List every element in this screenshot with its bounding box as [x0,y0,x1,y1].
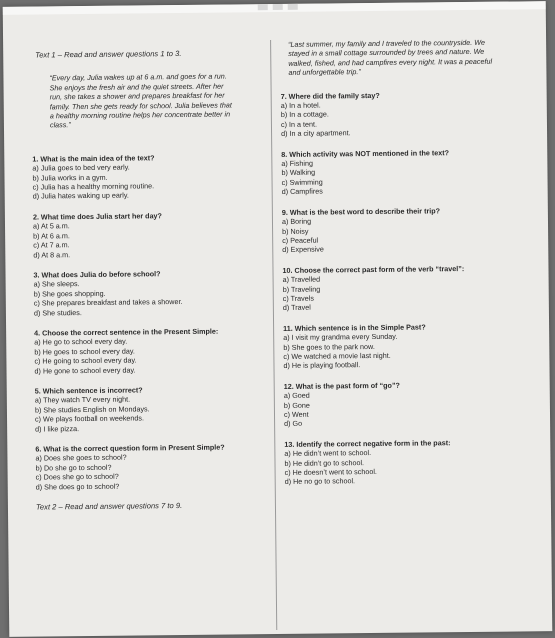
question-block [281,147,526,197]
answer-option[interactable]: b) She goes to the park now. [283,341,375,352]
answer-option[interactable]: c) She prepares breakfast and takes a shower. [33,297,183,308]
question-text: 10. Choose the correct past form of the verb “travel”: [282,263,465,275]
question-text: 9. What is the best word to describe their trip? [281,205,441,217]
answer-option[interactable]: b) Julia works in a gym. [32,172,108,183]
answer-option[interactable]: d) He is playing football. [283,360,361,371]
question-text: 7. Where did the family stay? [280,90,380,101]
question-block [283,321,528,371]
answer-option[interactable]: b) Walking [281,168,316,178]
answer-option[interactable]: d) Julia hates waking up early. [32,191,129,202]
question-text: 3. What does Julia do before school? [33,269,161,280]
answer-option[interactable]: c) We plays football on weekends. [34,413,145,424]
answer-option[interactable]: b) Gone [283,400,310,410]
question-block [35,442,265,491]
answer-option[interactable]: a) In a hotel. [280,100,321,110]
question-block [35,384,265,433]
answer-option[interactable]: d) Go [284,419,303,429]
answer-option[interactable]: c) He going to school every day. [34,355,137,366]
text1-passage: “Every day, Julia wakes up at 6 a.m. and goes for a run. She enjoys the fresh air and the quiet streets. After her run, she takes a shower and prepares breakfast for her family. Then she gets ready for school. Julia believes that a healthy morning routine helps her concentrate better in class.” [49,71,232,130]
answer-option[interactable]: c) Travels [282,293,314,303]
answer-option[interactable]: a) Julia goes to bed very early. [32,162,130,173]
answer-option[interactable]: c) We watched a movie last night. [283,350,391,361]
answer-option[interactable]: d) Campfires [281,186,323,197]
worksheet-page [3,1,553,637]
page-top-edge [3,1,546,15]
answer-option[interactable]: b) In a cottage. [280,109,329,120]
answer-option[interactable]: d) She does go to school? [35,481,120,492]
answer-option[interactable]: a) Goed [283,390,310,401]
answer-option[interactable]: b) He goes to school every day. [34,346,135,357]
printer-mark [273,4,283,10]
right-questions [281,89,530,487]
answer-option[interactable]: b) He didn’t go to school. [284,457,365,468]
answer-option[interactable]: b) Noisy [282,226,309,236]
question-text: 13. Identify the correct negative form in the past: [284,438,451,449]
answer-option[interactable]: d) He gone to school every day. [34,365,136,376]
question-block [281,89,526,139]
answer-option[interactable]: a) He go to school every day. [34,336,128,347]
answer-option[interactable]: c) At 7 a.m. [33,240,70,250]
question-block [284,437,529,487]
question-block [282,263,527,313]
answer-option[interactable]: d) He no go to school. [284,476,356,487]
answer-option[interactable]: c) Went [283,409,309,419]
answer-option[interactable]: d) Expensive [282,244,324,255]
answer-option[interactable]: b) She goes shopping. [33,288,106,299]
answer-option[interactable]: b) She studies English on Mondays. [34,404,150,415]
question-text: 11. Which sentence is in the Simple Past? [283,322,426,333]
answer-option[interactable]: c) Julia has a healthy morning routine. [32,181,155,192]
answer-option[interactable]: a) Travelled [282,274,321,285]
question-block [284,379,529,429]
answer-option[interactable]: b) At 6 a.m. [33,230,70,241]
question-block [33,268,263,317]
answer-option[interactable]: a) At 5 a.m. [32,221,70,231]
answer-option[interactable]: d) I like pizza. [35,423,80,434]
text2-heading: Text 2 – Read and answer questions 7 to 9. [35,501,183,512]
answer-option[interactable]: a) Boring [281,216,312,227]
right-column [280,37,530,497]
answer-option[interactable]: b) Do she go to school? [35,462,112,473]
question-text: 12. What is the past form of “go”? [283,380,400,391]
question-text: 1. What is the main idea of the text? [32,153,155,164]
answer-option[interactable]: a) They watch TV every night. [34,394,131,405]
printer-mark [258,4,268,10]
question-block [32,152,262,201]
left-questions [32,152,266,492]
answer-option[interactable]: c) Does she go to school? [35,471,119,482]
answer-option[interactable]: c) Swimming [281,177,323,187]
answer-option[interactable]: c) Peaceful [282,235,319,245]
text2-passage: “Last summer, my family and I traveled to the countryside. We stayed in a small cottage surrounded by trees and nature. We walked, fished, and had campfires every night. It was a peaceful and unforgettable trip.” [288,37,493,78]
answer-option[interactable]: d) In a city apartment. [281,128,351,139]
question-text: 5. Which sentence is incorrect? [34,385,143,396]
question-block [34,326,264,375]
text1-heading: Text 1 – Read and answer questions 1 to 3. [35,48,182,60]
answer-option[interactable]: a) I visit my grandma every Sunday. [283,331,398,343]
answer-option[interactable]: c) He doesn’t went to school. [284,466,377,477]
question-text: 8. Which activity was NOT mentioned in the text? [281,147,450,159]
left-column [31,48,266,512]
answer-option[interactable]: d) She studies. [33,307,82,318]
question-text: 6. What is the correct question form in Present Simple? [35,442,225,454]
answer-option[interactable]: c) In a tent. [280,119,317,129]
question-text: 2. What time does Julia start her day? [32,211,162,222]
question-block [33,210,263,259]
answer-option[interactable]: b) Traveling [282,284,321,294]
printer-mark [288,4,298,10]
question-text: 4. Choose the correct sentence in the Present Simple: [34,326,219,338]
answer-option[interactable]: a) She sleeps. [33,279,80,289]
column-divider [270,40,277,630]
answer-option[interactable]: d) Travel [282,302,311,313]
answer-option[interactable]: a) Fishing [281,158,313,169]
answer-option[interactable]: d) At 8 a.m. [33,249,71,260]
question-block [282,205,527,255]
answer-option[interactable]: a) He didn’t went to school. [284,448,372,459]
answer-option[interactable]: a) Does she goes to school? [35,452,127,463]
